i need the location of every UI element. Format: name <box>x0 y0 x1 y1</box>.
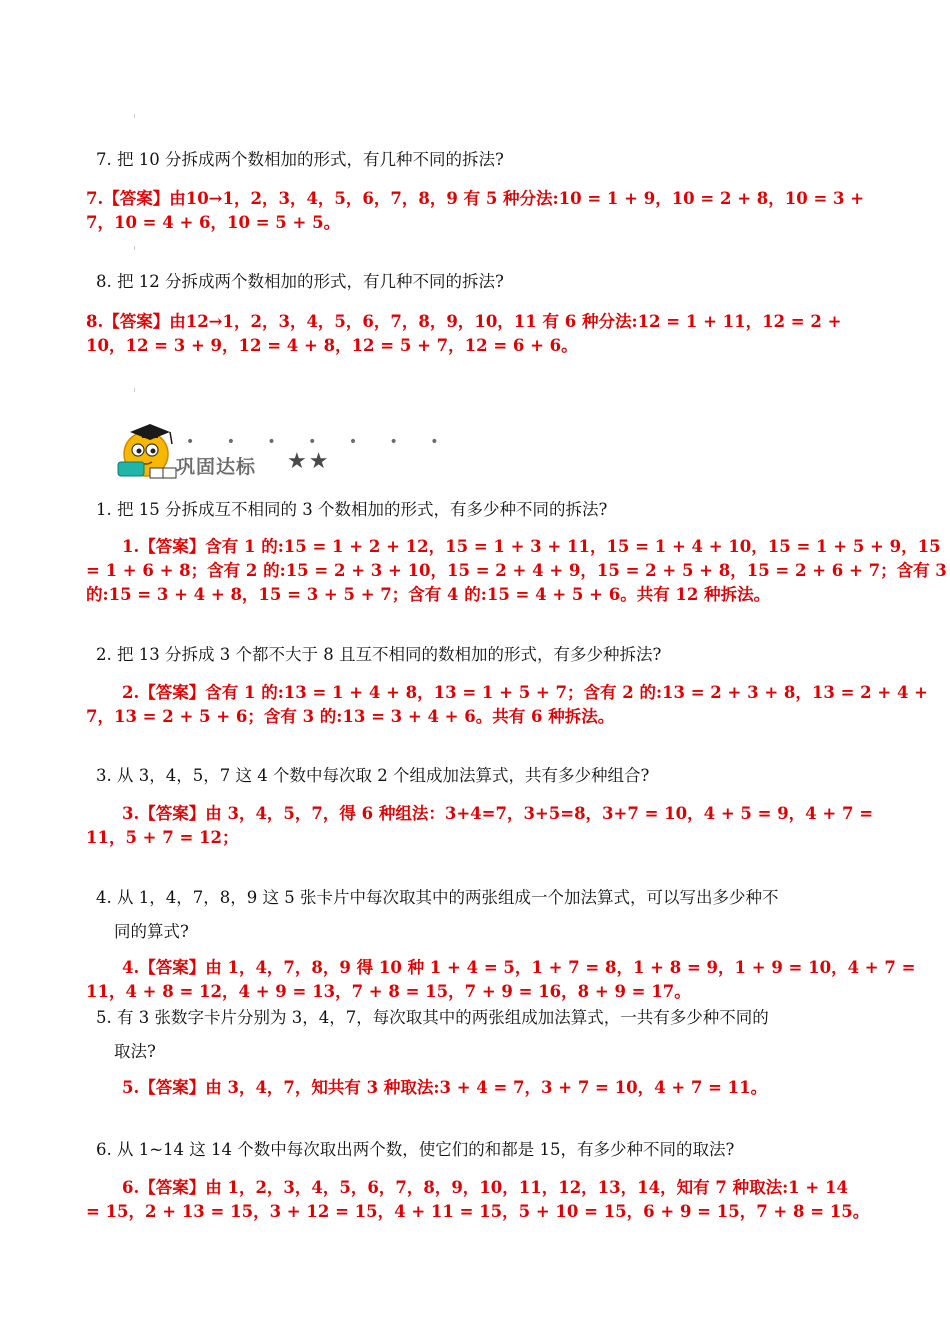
problem-5-question-line1: 5. 有 3 张数字卡片分别为 3，4，7，每次取其中的两张组成加法算式，一共有多少种不同的 <box>96 1008 769 1027</box>
section-title: 巩固达标 <box>176 456 257 478</box>
problem-1-answer-line2: = 1 + 6 + 8；含有 2 的:15 = 2 + 3 + 10，15 = 2 + 4 + 9，15 = 2 + 5 + 8，15 = 2 + 6 + 7；含有 3 <box>86 561 947 580</box>
problem-4-answer-line2: 11，4 + 8 = 12，4 + 9 = 13，7 + 8 = 15，7 + 9 = 16，8 + 9 = 17。 <box>86 982 691 1001</box>
problem-4-question-line2: 同的算式? <box>114 922 189 941</box>
margin-mark <box>134 114 135 118</box>
problem-3-answer-line1: 3.【答案】由 3，4，5，7，得 6 种组法：3+4=7，3+5=8，3+7 = 10，4 + 5 = 9，4 + 7 = <box>122 804 874 823</box>
problem-6-answer-line2: = 15，2 + 13 = 15，3 + 12 = 15，4 + 11 = 15，5 + 10 = 15，6 + 9 = 15，7 + 8 = 15。 <box>86 1202 870 1221</box>
margin-mark <box>134 246 135 250</box>
star-icon: ★★ <box>287 449 331 474</box>
answer-8-line1: 8.【答案】由12→1，2，3，4，5，6，7，8，9，10，11 有 6 种分法:12 = 1 + 11，12 = 2 + <box>86 312 842 331</box>
answer-8-line2: 10，12 = 3 + 9，12 = 4 + 8，12 = 5 + 7，12 = 6 + 6。 <box>86 336 578 355</box>
margin-mark <box>134 388 135 392</box>
problem-2-question: 2. 把 13 分拆成 3 个都不大于 8 且互不相同的数相加的形式，有多少种拆法? <box>96 645 662 664</box>
problem-3-answer-line2: 11，5 + 7 = 12； <box>86 828 239 847</box>
problem-6-answer-line1: 6.【答案】由 1，2，3，4，5，6，7，8，9，10，11，12，13，14，知有 7 种取法:1 + 14 <box>122 1178 848 1197</box>
problem-3-question: 3. 从 3，4，5，7 这 4 个数中每次取 2 个组成加法算式，共有多少种组合? <box>96 766 650 785</box>
problem-6-question: 6. 从 1~14 这 14 个数中每次取出两个数，使它们的和都是 15，有多少种不同的取法? <box>96 1140 735 1159</box>
problem-4-answer-line1: 4.【答案】由 1，4，7，8，9 得 10 种 1 + 4 = 5，1 + 7 = 8，1 + 8 = 9，1 + 9 = 10，4 + 7 = <box>122 958 916 977</box>
problem-5-answer-line1: 5.【答案】由 3，4，7，知共有 3 种取法:3 + 4 = 7，3 + 7 = 10，4 + 7 = 11。 <box>122 1078 768 1097</box>
decorative-dots: • • • • • • • <box>186 434 453 450</box>
problem-5-question-line2: 取法? <box>114 1042 156 1061</box>
problem-1-answer-line1: 1.【答案】含有 1 的:15 = 1 + 2 + 12，15 = 1 + 3 + 11，15 = 1 + 4 + 10，15 = 1 + 5 + 9，15 <box>122 537 941 556</box>
question-8: 8. 把 12 分拆成两个数相加的形式，有几种不同的拆法? <box>96 272 504 291</box>
problem-2-answer-line1: 2.【答案】含有 1 的:13 = 1 + 4 + 8，13 = 1 + 5 + 7；含有 2 的:13 = 2 + 3 + 8，13 = 2 + 4 + <box>122 683 929 702</box>
problem-4-question-line1: 4. 从 1，4，7，8，9 这 5 张卡片中每次取其中的两张组成一个加法算式，可以写出多少种不 <box>96 888 779 907</box>
problem-1-answer-line3: 的:15 = 3 + 4 + 8，15 = 3 + 5 + 7；含有 4 的:15 = 4 + 5 + 6。共有 12 种拆法。 <box>86 585 771 604</box>
problem-1-question: 1. 把 15 分拆成互不相同的 3 个数相加的形式，有多少种不同的拆法? <box>96 500 608 519</box>
answer-7-line2: 7，10 = 4 + 6，10 = 5 + 5。 <box>86 213 341 232</box>
question-7: 7. 把 10 分拆成两个数相加的形式，有几种不同的拆法? <box>96 150 504 169</box>
problem-2-answer-line2: 7，13 = 2 + 5 + 6；含有 3 的:13 = 3 + 4 + 6。共有 6 种拆法。 <box>86 707 615 726</box>
answer-7-line1: 7.【答案】由10→1，2，3，4，5，6，7，8，9 有 5 种分法:10 = 1 + 9，10 = 2 + 8，10 = 3 + <box>86 189 865 208</box>
